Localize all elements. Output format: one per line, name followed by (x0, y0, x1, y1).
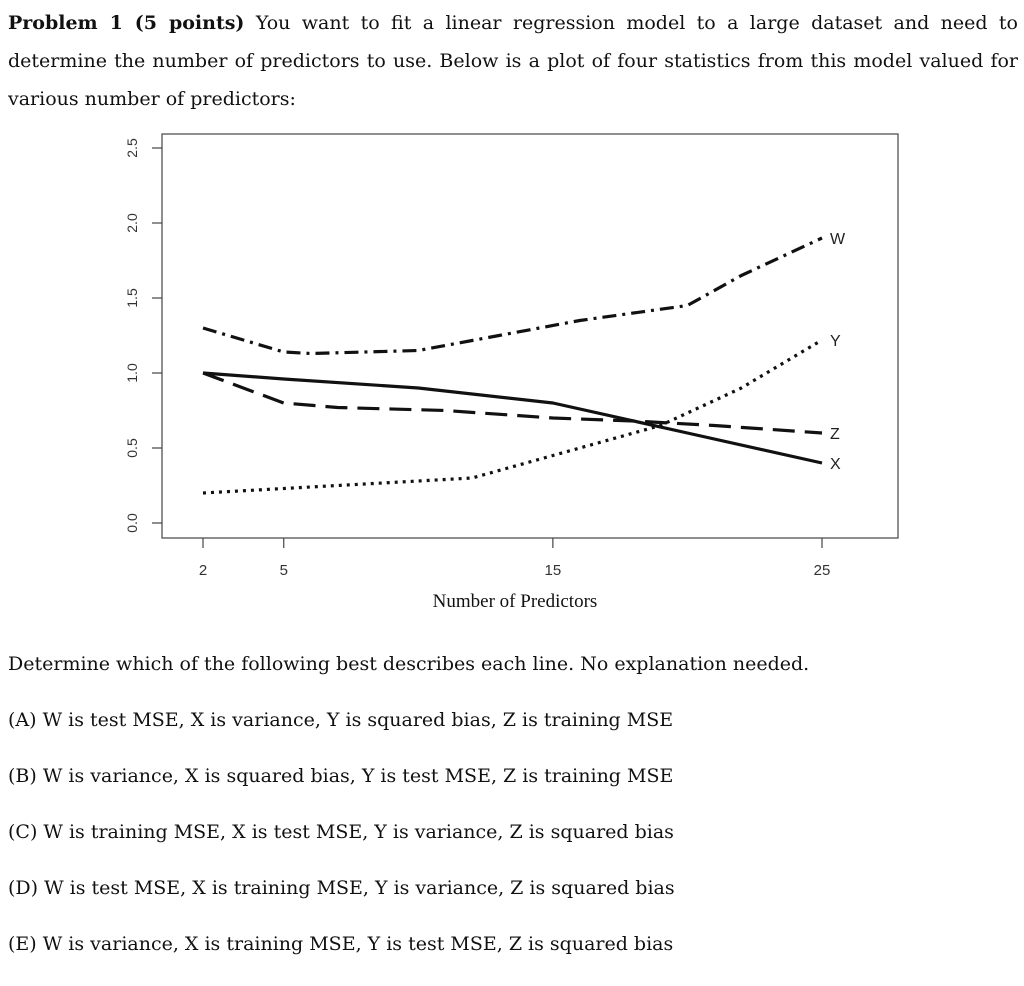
series-layer (203, 238, 822, 493)
chart-svg (110, 128, 910, 618)
x-tick-label: 2 (198, 562, 208, 579)
problem-heading: Problem 1 (5 points) (8, 12, 245, 34)
series-line-w (203, 238, 822, 354)
y-tick-label: 1.0 (124, 363, 140, 383)
series-label-y: Y (830, 333, 841, 350)
x-axis (199, 538, 831, 579)
y-axis (124, 138, 162, 533)
option-c: (C) W is training MSE, X is test MSE, Y is variance, Z is squared bias (8, 821, 674, 843)
question-text: Determine which of the following best describes each line. No explanation needed. (8, 653, 810, 675)
series-label-z: Z (830, 426, 840, 443)
series-labels (830, 231, 846, 473)
problem-statement (8, 4, 1018, 118)
chart (110, 128, 910, 618)
x-tick-label: 15 (544, 562, 562, 579)
x-axis-label: Number of Predictors (432, 591, 598, 612)
series-line-z (203, 373, 822, 433)
option-e: (E) W is variance, X is training MSE, Y is test MSE, Z is squared bias (8, 933, 674, 955)
option-a: (A) W is test MSE, X is variance, Y is squared bias, Z is training MSE (8, 709, 674, 731)
options-list (8, 706, 675, 986)
series-label-w: W (830, 231, 846, 248)
y-tick-label: 1.5 (124, 288, 140, 308)
option-d: (D) W is test MSE, X is training MSE, Y is variance, Z is squared bias (8, 877, 675, 899)
series-line-x (203, 373, 822, 463)
plot-frame (162, 134, 898, 538)
y-tick-label: 0.0 (124, 513, 140, 533)
x-tick-label: 5 (279, 562, 288, 579)
y-tick-label: 2.0 (124, 213, 140, 233)
series-label-x: X (830, 456, 841, 473)
x-tick-label: 25 (813, 562, 831, 579)
option-b: (B) W is variance, X is squared bias, Y is test MSE, Z is training MSE (8, 765, 674, 787)
series-line-y (203, 340, 822, 493)
problem-text: You want to fit a linear regression model to a large dataset and need to determine the number of predictors to use. Below is a plot of four statistics from this model valued for various number of predictors: (8, 12, 1018, 110)
y-tick-label: 0.5 (124, 438, 140, 458)
y-tick-label: 2.5 (124, 138, 140, 158)
